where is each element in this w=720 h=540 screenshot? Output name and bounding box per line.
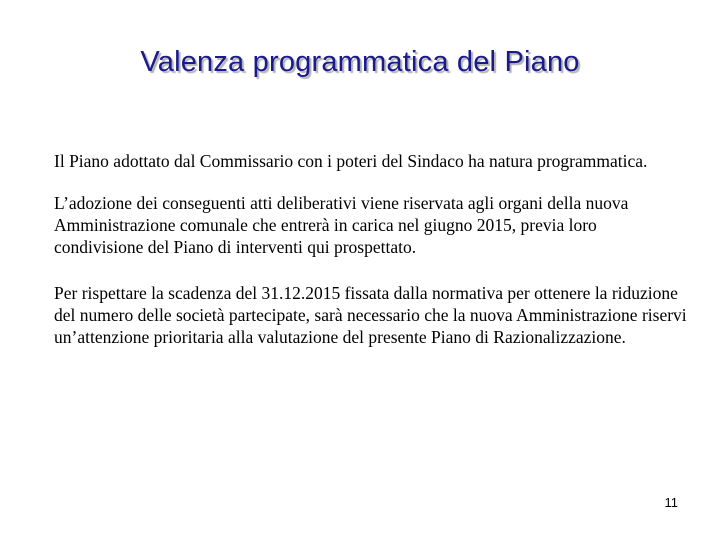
paragraph-programmatic-nature: Il Piano adottato dal Commissario con i poteri del Sindaco ha natura programmatica. (54, 151, 648, 171)
slide-title: Valenza programmatica del Piano (140, 46, 580, 78)
paragraph-deadline: Per rispettare la scadenza del 31.12.2015 fissata dalla normativa per ottenere la riduzione del numero delle società partecipate, sarà necessario che la nuova Amministrazione riservi un’attenzione prioritaria alla valutazione del presente Piano di Razionalizzazione. (54, 283, 687, 347)
page-number: 11 (664, 495, 678, 510)
slide-body (54, 150, 690, 368)
paragraph-adoption: L’adozione dei conseguenti atti deliberativi viene riservata agli organi della nuova Amministrazione comunale che entrerà in carica nel giugno 2015, previa loro condivisione del Piano di interventi qui prospettato. (54, 193, 629, 257)
